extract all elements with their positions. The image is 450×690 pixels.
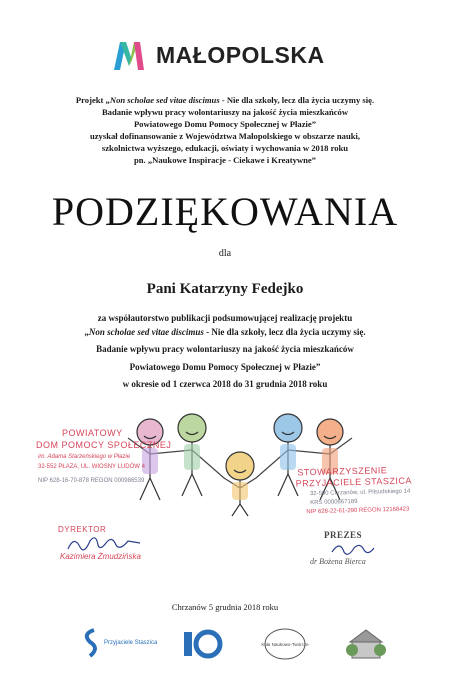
intro-line-2: Badanie wpływu pracy wolontariuszy na jakość życia mieszkańców — [101, 107, 349, 117]
building-logo — [346, 626, 386, 662]
body-line-3: Badanie wpływu pracy wolontariuszy na jakość życia mieszkańców — [96, 344, 354, 354]
prezes-signature — [328, 540, 388, 558]
body-line-2: „Non scholae sed vitae discimus - Nie dla szkoły, lecz dla życia uczymy się. — [84, 326, 366, 337]
dla-label: dla — [218, 248, 232, 259]
malopolska-logo-mark-icon — [112, 38, 146, 72]
recipient-name: Pani Katarzyny Fedejko — [146, 281, 304, 297]
intro-line-5: szkolnictwa wyższego, edukacji, oświaty i wychowania w 2018 roku — [101, 143, 349, 153]
prezes-name: dr Bożena Bierca — [310, 557, 366, 566]
svg-text:Koła Naukowo-Twórcze: Koła Naukowo-Twórcze — [261, 642, 309, 647]
kola-naukowo-tworcze-logo — [262, 626, 308, 662]
intro-line-4: uzyskał dofinansowanie z Województwa Małopolskiego w obszarze nauki, — [89, 131, 361, 141]
prezes-role: PREZES — [324, 530, 363, 540]
dyrektor-role: DYREKTOR — [58, 525, 107, 534]
svg-text:Przyjaciele Staszica: Przyjaciele Staszica — [104, 640, 158, 646]
dps-stamp: POWIATOWY DOM POMOCY SPOŁECZNEJ im. Adama Starzeńskiego w Płazie 32-552 PŁAZA, UL. WIOSNY LUDÓW 4 NIP 628-16-70-878 REGON 000986539 — [36, 428, 172, 484]
body-line-5: w okresie od 1 czerwca 2018 do 31 grudnia 2018 roku — [122, 379, 328, 389]
body-line-1: za współautorstwo publikacji podsumowującej realizację projektu — [97, 313, 353, 323]
intro-line-1: Projekt „Non scholae sed vitae discimus - Nie dla szkoły, lecz dla życia uczymy się. — [75, 95, 375, 105]
logo-text: MAŁOPOLSKA — [156, 42, 325, 68]
prezes-signature-block — [310, 530, 420, 570]
stowarzyszenie-stamp: STOWARZYSZENIE PRZYJACIELE STASZICA 32-500 Chrzanów, ul. Piłsudskiego 14 KRS 0000667189 NIP 628-22-61-290 REGON 12168423 — [295, 465, 413, 516]
malopolska-logo — [112, 38, 352, 74]
przyjaciele-staszica-logo — [80, 626, 158, 660]
body-line-4: Powiatowego Domu Pomocy Społecznej w Płazie” — [129, 361, 321, 372]
body-paragraph — [0, 312, 450, 392]
dyrektor-signature-block — [58, 525, 178, 565]
intro-line-6: pn. „Naukowe Inspiracje - Ciekawe i Kreatywne” — [134, 155, 316, 165]
certificate-title: PODZIĘKOWANIA — [51, 189, 399, 234]
intro-line-3: Powiatowego Domu Pomocy Społecznej w Płazie” — [133, 119, 317, 129]
anniversary-10-logo — [182, 626, 222, 660]
intro-paragraph — [0, 94, 450, 166]
dyrektor-name: Kazimiera Żmudzińska — [60, 552, 141, 561]
issue-date: Chrzanów 5 grudnia 2018 roku — [171, 602, 279, 612]
